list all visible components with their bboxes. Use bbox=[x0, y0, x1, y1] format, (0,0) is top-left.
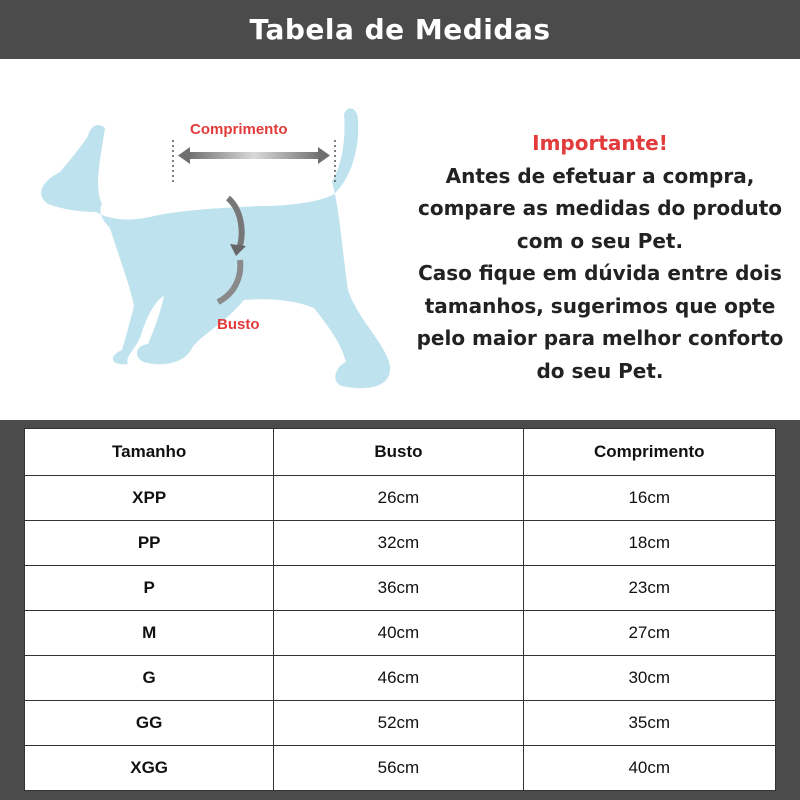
table-row bbox=[25, 476, 776, 521]
table-row bbox=[25, 656, 776, 701]
table-row bbox=[25, 611, 776, 656]
size-cell: G bbox=[25, 656, 274, 701]
chest-cell: 36cm bbox=[274, 566, 523, 611]
notice-line: pelo maior para melhor conforto bbox=[416, 326, 784, 350]
length-label: Comprimento bbox=[190, 121, 288, 138]
chest-cell: 52cm bbox=[274, 701, 523, 746]
size-table-panel bbox=[0, 420, 800, 800]
length-cell: 27cm bbox=[523, 611, 775, 656]
chest-cell: 40cm bbox=[274, 611, 523, 656]
notice-line: tamanhos, sugerimos que opte bbox=[424, 293, 776, 318]
dog-illustration-icon bbox=[30, 100, 400, 400]
notice-line: do seu Pet. bbox=[536, 358, 664, 383]
size-cell: XPP bbox=[25, 476, 274, 521]
length-cell: 40cm bbox=[523, 746, 775, 791]
size-cell: PP bbox=[25, 521, 274, 566]
length-cell: 18cm bbox=[523, 521, 775, 566]
notice-line: compare as medidas do produto bbox=[417, 196, 783, 220]
length-cell: 23cm bbox=[523, 566, 775, 611]
notice-title: Importante! bbox=[532, 131, 668, 155]
page-title: Tabela de Medidas bbox=[249, 13, 551, 46]
table-row bbox=[25, 566, 776, 611]
header-bar bbox=[0, 0, 800, 59]
table-row bbox=[25, 746, 776, 791]
dog-silhouette bbox=[41, 108, 390, 388]
header-length: Comprimento bbox=[523, 429, 775, 476]
size-cell: GG bbox=[25, 701, 274, 746]
chest-cell: 56cm bbox=[274, 746, 523, 791]
size-cell: P bbox=[25, 566, 274, 611]
table-header-row bbox=[25, 429, 776, 476]
size-cell: XGG bbox=[25, 746, 274, 791]
chest-cell: 46cm bbox=[274, 656, 523, 701]
chest-label: Busto bbox=[217, 316, 260, 333]
important-notice bbox=[400, 127, 800, 387]
length-cell: 35cm bbox=[523, 701, 775, 746]
length-cell: 30cm bbox=[523, 656, 775, 701]
table-row bbox=[25, 701, 776, 746]
size-table bbox=[24, 428, 776, 791]
dog-measurement-illustration bbox=[30, 100, 400, 400]
notice-line: com o seu Pet. bbox=[516, 228, 684, 253]
table-row bbox=[25, 521, 776, 566]
size-cell: M bbox=[25, 611, 274, 656]
notice-line: Antes de efetuar a compra, bbox=[445, 163, 755, 188]
length-cell: 16cm bbox=[523, 476, 775, 521]
chest-cell: 26cm bbox=[274, 476, 523, 521]
header-size: Tamanho bbox=[25, 429, 274, 476]
notice-line: Caso fique em dúvida entre dois bbox=[418, 261, 782, 285]
chest-cell: 32cm bbox=[274, 521, 523, 566]
header-chest: Busto bbox=[274, 429, 523, 476]
